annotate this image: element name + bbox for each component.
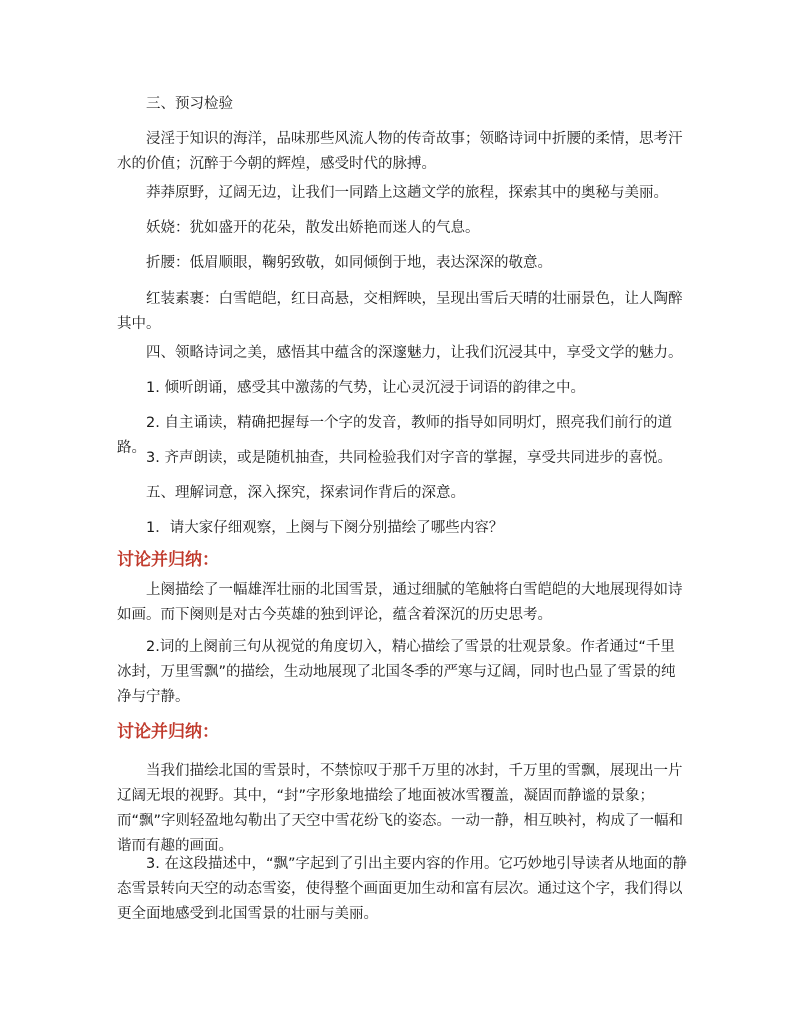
section-3-paragraph-2: 莽莽原野，辽阔无边，让我们一同踏上这趟文学的旅程，探索其中的奥秘与美丽。 <box>146 185 668 201</box>
section-3-title: 三、预习检验 <box>146 96 233 112</box>
section-4-title: 四、领略诗词之美，感悟其中蕴含的深邃魅力，让我们沉浸其中，享受文学的魅力。 <box>146 345 683 361</box>
section-3-paragraph-1: 浸淫于知识的海洋，品味那些风流人物的传奇故事；领略诗词中折腰的柔情，思考汗水的价值；沉醉于今朝的辉煌，感受时代的脉搏。 <box>117 131 683 172</box>
definition-yaorao: 妖娆：犹如盛开的花朵，散发出娇艳而迷人的气息。 <box>146 220 480 236</box>
discussion-1-paragraph-2: 2.词的上阕前三句从视觉的角度切入，精心描绘了雪景的壮观景象。作者通过“千里冰封，万里雪飘”的描绘，生动地展现了北国冬季的严寒与辽阔，同时也凸显了雪景的纯净与宁静。 <box>117 639 676 705</box>
discussion-heading-2: 讨论并归纳： <box>117 722 219 742</box>
section-4-item-1: 1. 倾听朗诵，感受其中激荡的气势，让心灵沉浸于词语的韵律之中。 <box>146 380 585 396</box>
definition-zheyao: 折腰：低眉顺眼，鞠躬致敬，如同倾倒于地，表达深深的敬意。 <box>146 255 552 271</box>
discussion-1-paragraph-1: 上阕描绘了一幅雄浑壮丽的北国雪景，通过细腻的笔触将白雪皑皑的大地展现得如诗如画。而下阕则是对古今英雄的独到评论，蕴含着深沉的历史思考。 <box>117 582 683 623</box>
section-5-title: 五、理解词意，深入探究，探索词作背后的深意。 <box>146 485 465 501</box>
discussion-2-paragraph-1: 当我们描绘北国的雪景时，不禁惊叹于那千万里的冰封，千万里的雪飘，展现出一片辽阔无垠的视野。其中，“封”字形象地描绘了地面被冰雪覆盖，凝固而静谧的景象；而“飘”字则轻盈地勾勒出了天空中雪花纷飞的姿态。一动一静，相互映衬，构成了一幅和谐而有趣的画面。 <box>117 763 684 854</box>
section-4-item-3: 3. 齐声朗读，或是随机抽查，共同检验我们对字音的掌握，享受共同进步的喜悦。 <box>146 450 672 466</box>
section-4-item-2: 2. 自主诵读，精确把握每一个字的发音，教师的指导如同明灯，照亮我们前行的道路。 <box>117 415 672 456</box>
section-5-question-1: 1．请大家仔细观察，上阕与下阕分别描绘了哪些内容？ <box>146 520 504 536</box>
discussion-heading-1: 讨论并归纳： <box>117 550 219 570</box>
discussion-2-paragraph-2: 3. 在这段描述中，“飘”字起到了引出主要内容的作用。它巧妙地引导读者从地面的静态雪景转向天空的动态雪姿，使得整个画面更加生动和富有层次。通过这个字，我们得以更全面地感受到北国雪景的壮丽与美丽。 <box>117 856 687 922</box>
definition-hongzhuang: 红装素裹：白雪皑皑，红日高悬，交相辉映，呈现出雪后天晴的壮丽景色，让人陶醉其中。 <box>117 291 683 332</box>
